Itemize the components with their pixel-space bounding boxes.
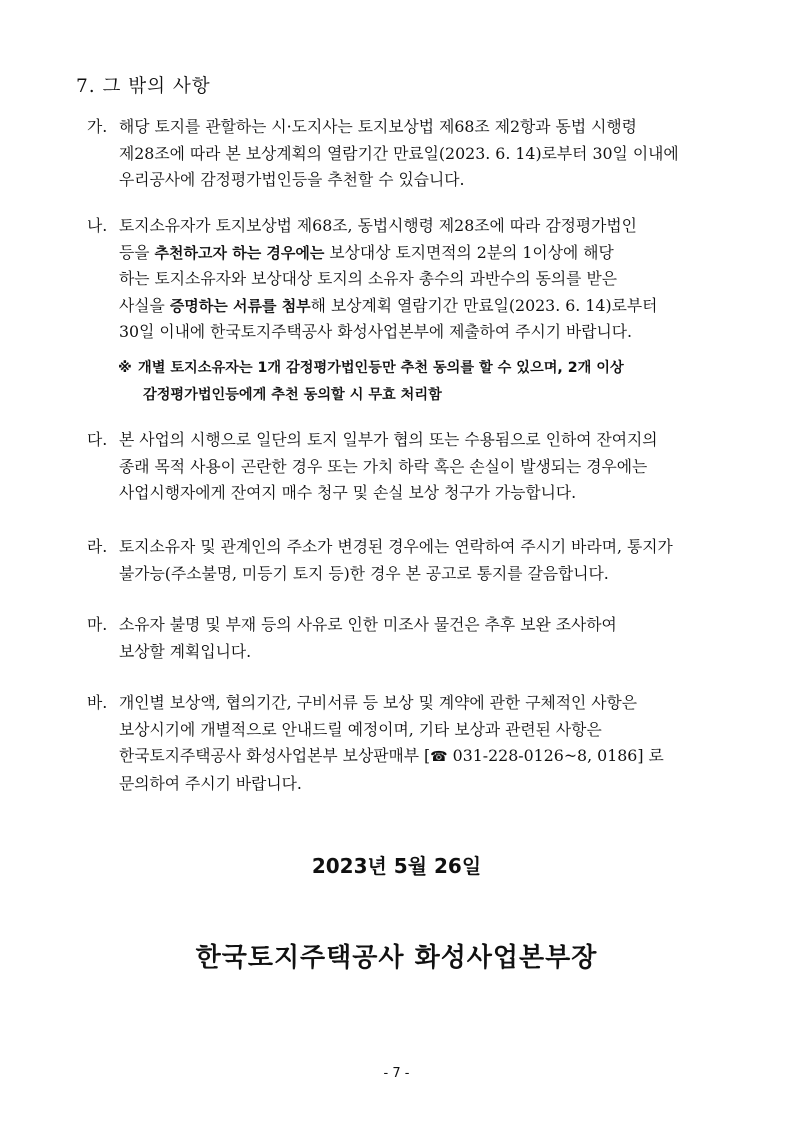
item-ra xyxy=(87,534,727,587)
item-line: 30일 이내에 한국토지주택공사 화성사업본부에 제출하여 주시기 바랍니다. xyxy=(119,322,633,341)
item-marker: 라. xyxy=(87,537,108,556)
note-line: 감정평가법인등에게 추천 동의할 시 무효 처리함 xyxy=(143,386,442,403)
text-run: 한국토지주택공사 화성사업본부 보상판매부 [ xyxy=(119,746,431,765)
text-run: 등을 xyxy=(119,242,155,262)
item-marker: 나. xyxy=(87,216,108,235)
item-line: 해당 토지를 관할하는 시·도지사는 토지보상법 제68조 제2항과 동법 시행령 xyxy=(119,117,637,136)
page-number: - 7 - xyxy=(383,1066,410,1081)
text-run: 해 보상계획 열람기간 만료일(2023. 6. 14)로부터 xyxy=(310,295,658,315)
reference-mark-icon: ※ xyxy=(118,360,132,376)
item-ma xyxy=(87,612,727,665)
item-line: 소유자 불명 및 부재 등의 사유로 인한 미조사 물건은 추후 보완 조사하여 xyxy=(119,615,617,634)
item-marker: 바. xyxy=(87,693,108,712)
item-line: 문의하여 주시기 바랍니다. xyxy=(119,773,302,793)
item-line xyxy=(119,743,727,771)
item-line: 종래 목적 사용이 곤란한 경우 또는 가치 하락 혹은 손실이 발생되는 경우에는 xyxy=(119,456,648,476)
item-line xyxy=(119,240,727,267)
item-line: 제28조에 따라 본 보상계획의 열람기간 만료일(2023. 6. 14)로부터 30일 이내에 xyxy=(119,143,679,163)
note-line: 개별 토지소유자는 1개 감정평가법인등만 추천 동의를 할 수 있으며, 2개 이상 xyxy=(138,360,624,376)
item-marker: 마. xyxy=(87,615,108,634)
telephone-icon: ☎ xyxy=(430,749,448,765)
phone-number: 031-228-0126~8, 0186] 로 xyxy=(447,746,664,765)
item-da xyxy=(87,427,727,507)
item-line xyxy=(119,293,727,320)
item-marker: 다. xyxy=(87,430,108,449)
notice-date: 2023년 5월 26일 xyxy=(311,854,482,878)
item-line: 불가능(주소불명, 미등기 토지 등)한 경우 본 공고로 통지를 갈음합니다. xyxy=(119,563,609,583)
item-line: 본 사업의 시행으로 일단의 토지 일부가 협의 또는 수용됨으로 인하여 잔여지의 xyxy=(119,430,658,449)
text-run: 보상대상 토지면적의 2분의 1이상에 해당 xyxy=(324,242,614,262)
item-line: 하는 토지소유자와 보상대상 토지의 소유자 총수의 과반수의 동의를 받은 xyxy=(119,269,617,288)
issuing-organization: 한국토지주택공사 화성사업본부장 xyxy=(195,943,598,973)
emphasis-text: 증명하는 서류를 첨부 xyxy=(169,296,311,315)
item-line: 개인별 보상액, 협의기간, 구비서류 등 보상 및 계약에 관한 구체적인 사항은 xyxy=(119,693,638,712)
item-line: 우리공사에 감정평가법인등을 추천할 수 있습니다. xyxy=(119,170,465,189)
item-na xyxy=(87,213,727,346)
section-title: 7. 그 밖의 사항 xyxy=(76,76,211,97)
item-line: 보상할 계획입니다. xyxy=(119,641,252,661)
item-line: 토지소유자 및 관계인의 주소가 변경된 경우에는 연락하여 주시기 바라며, 통지가 xyxy=(119,537,673,556)
text-run: 사실을 xyxy=(119,295,170,315)
item-line: 사업시행자에게 잔여지 매수 청구 및 손실 보상 청구가 가능합니다. xyxy=(119,483,577,502)
note-block xyxy=(118,355,738,408)
emphasis-text: 추천하고자 하는 경우에는 xyxy=(154,243,325,262)
item-marker: 가. xyxy=(87,117,108,136)
item-line: 보상시기에 개별적으로 안내드릴 예정이며, 기타 보상과 관련된 사항은 xyxy=(119,719,602,739)
item-line: 토지소유자가 토지보상법 제68조, 동법시행령 제28조에 따라 감정평가법인 xyxy=(119,216,637,235)
item-ba xyxy=(87,690,727,797)
item-ga xyxy=(87,114,727,194)
